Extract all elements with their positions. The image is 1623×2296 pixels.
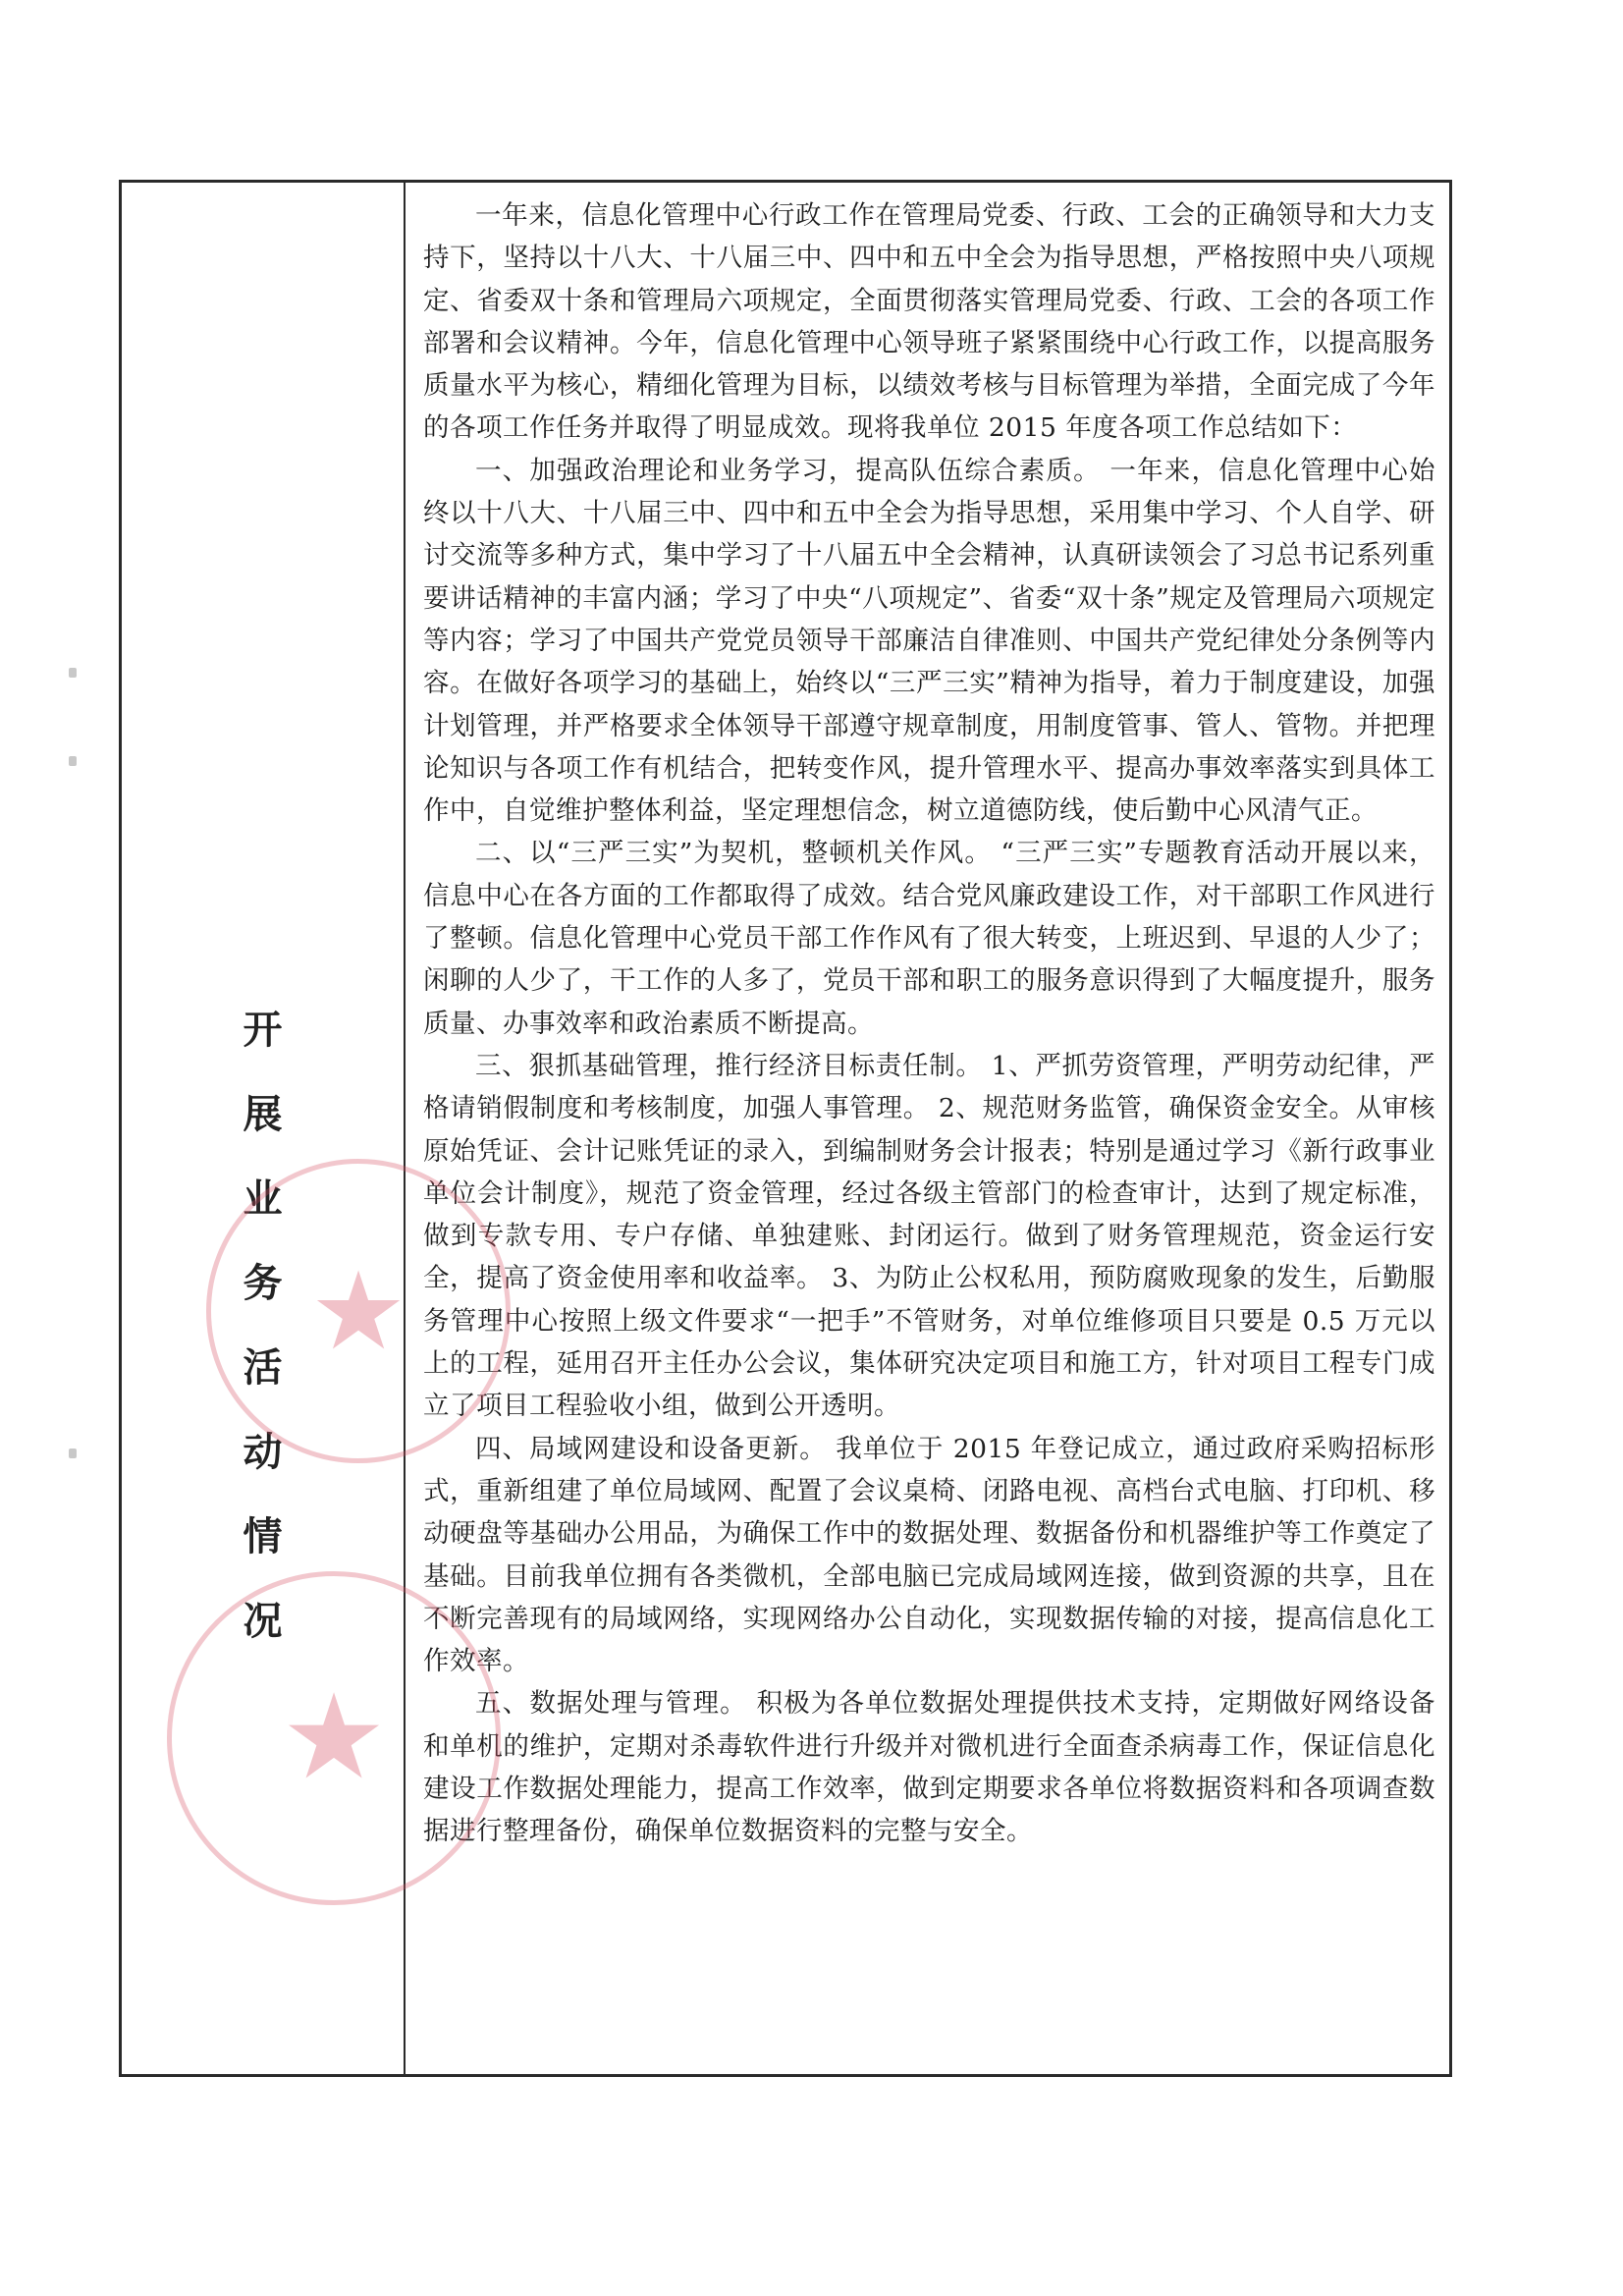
- section-label-char: 动: [243, 1429, 283, 1475]
- seal-star-icon: ★: [281, 1669, 387, 1806]
- section-1-paragraph: 一、加强政治理论和业务学习，提高队伍综合素质。 一年来，信息化管理中心始终以十八大、十八届三中、四中和五中全会为指导思想，采用集中学习、个人自学、研讨交流等多种方式，集中学习了十八届五中全会精神，认真研读领会了习总书记系列重要讲话精神的丰富内涵；学习了中央“八项规定”、省委“双十条”规定及管理局六项规定等内容；学习了中国共产党党员领导干部廉洁自律准则、中国共产党纪律处分条例等内容。在做好各项学习的基础上，始终以“三严三实”精神为指导，着力于制度建设，加强计划管理，并严格要求全体领导干部遵守规章制度，用制度管事、管人、管物。并把理论知识与各项工作有机结合，把转变作风，提升管理水平、提高办事效率落实到具体工作中，自觉维护整体利益，坚定理想信念，树立道德防线，使后勤中心风清气正。: [423, 455, 1435, 827]
- section-label-char: 务: [243, 1260, 283, 1306]
- scan-margin-mark: [69, 668, 77, 678]
- section-label-char: 况: [243, 1598, 283, 1644]
- scan-margin-mark: [69, 756, 77, 766]
- section-label-char: 展: [243, 1091, 283, 1137]
- summary-body: [423, 194, 1435, 1853]
- scan-margin-mark: [69, 1449, 77, 1458]
- section-label-char: 开: [243, 1007, 283, 1053]
- section-label-char: 活: [243, 1344, 283, 1391]
- label-cell: [122, 183, 406, 2074]
- section-4-paragraph: 四、局域网建设和设备更新。 我单位于 2015 年登记成立，通过政府采购招标形式，重新组建了单位局域网、配置了会议桌椅、闭路电视、高档台式电脑、打印机、移动硬盘等基础办公用品，为确保工作中的数据处理、数据备份和机器维护等工作奠定了基础。目前我单位拥有各类微机，全部电脑已完成局域网连接，做到资源的共享，且在不断完善现有的局域网络，实现网络办公自动化，实现数据传输的对接，提高信息化工作效率。: [423, 1433, 1435, 1677]
- section-5-paragraph: 五、数据处理与管理。 积极为各单位数据处理提供技术支持，定期做好网络设备和单机的维护，定期对杀毒软件进行升级并对微机进行全面查杀病毒工作，保证信息化建设工作数据处理能力，提高工作效率，做到定期要求各单位将数据资料和各项调查数据进行整理备份，确保单位数据资料的完整与安全。: [423, 1688, 1435, 1847]
- section-label: [122, 988, 404, 1664]
- section-label-char: 业: [243, 1175, 283, 1222]
- seal-star-icon: ★: [309, 1248, 407, 1374]
- intro-paragraph: 一年来，信息化管理中心行政工作在管理局党委、行政、工会的正确领导和大力支持下，坚持以十八大、十八届三中、四中和五中全会为指导思想，严格按照中央八项规定、省委双十条和管理局六项规定，全面贯彻落实管理局党委、行政、工会的各项工作部署和会议精神。今年，信息化管理中心领导班子紧紧围绕中心行政工作，以提高服务质量水平为核心，精细化管理为目标，以绩效考核与目标管理为举措，全面完成了今年的各项工作任务并取得了明显成效。现将我单位 2015 年度各项工作总结如下：: [423, 200, 1435, 444]
- section-3-paragraph: 三、狠抓基础管理，推行经济目标责任制。 1、严抓劳资管理，严明劳动纪律，严格请销假制度和考核制度，加强人事管理。 2、规范财务监管，确保资金安全。从审核原始凭证、会计记账凭证的录入，到编制财务会计报表；特别是通过学习《新行政事业单位会计制度》，规范了资金管理，经过各级主管部门的检查审计，达到了规定标准，做到专款专用、专户存储、单独建账、封闭运行。做到了财务管理规范，资金运行安全，提高了资金使用率和收益率。 3、为防止公权私用，预防腐败现象的发生，后勤服务管理中心按照上级文件要求“一把手”不管财务，对单位维修项目只要是 0.5 万元以上的工程，延用召开主任办公会议，集体研究决定项目和施工方，针对项目工程专门成立了项目工程验收小组，做到公开透明。: [423, 1050, 1435, 1422]
- content-cell: [406, 183, 1449, 2074]
- section-2-paragraph: 二、以“三严三实”为契机，整顿机关作风。 “三严三实”专题教育活动开展以来，信息中心在各方面的工作都取得了成效。结合党风廉政建设工作，对干部职工作风进行了整顿。信息化管理中心党员干部工作作风有了很大转变，上班迟到、早退的人少了；闲聊的人少了，干工作的人多了，党员干部和职工的服务意识得到了大幅度提升，服务质量、办事效率和政治素质不断提高。: [423, 838, 1435, 1039]
- section-label-char: 情: [243, 1513, 283, 1559]
- form-table: [119, 180, 1452, 2077]
